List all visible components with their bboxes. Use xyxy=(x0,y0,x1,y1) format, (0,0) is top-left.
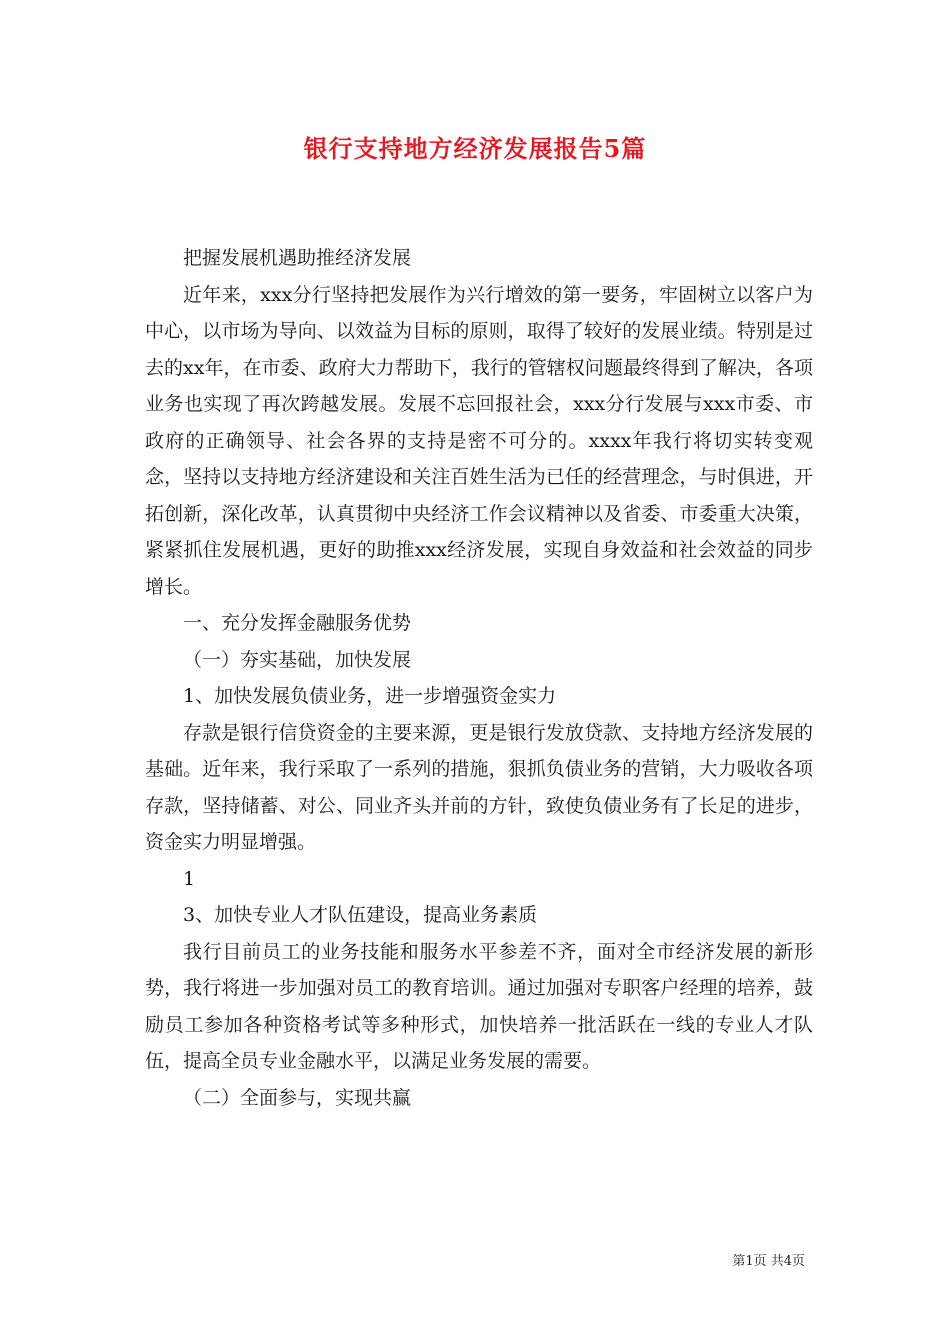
inline-page-number: 1 xyxy=(183,867,196,890)
item-paragraph-3: 我行目前员工的业务技能和服务水平参差不齐，面对全市经济发展的新形势，我行将进一步加强对员工的教育培训。通过加强对专职客户经理的培养，鼓励员工参加各种资格考试等多种形式，加快培养一批活跃在一线的专业人才队伍，提高全员专业金融水平，以满足业务发展的需要。 xyxy=(145,940,813,1072)
subsection-heading-1: （一）夯实基础，加快发展 xyxy=(183,648,412,671)
subsection-heading-2: （二）全面参与，实现共赢 xyxy=(183,1086,412,1109)
item-heading-1: 1、加快发展负债业务，进一步增强资金实力 xyxy=(183,685,557,707)
subtitle: 把握发展机遇助推经济发展 xyxy=(183,247,412,269)
item-heading-3: 3、加快专业人才队伍建设，提高业务素质 xyxy=(183,904,538,926)
document-title: 银行支持地方经济发展报告5篇 xyxy=(303,134,647,163)
document-body xyxy=(145,240,813,1116)
page-footer: 第1页 共4页 xyxy=(732,1254,805,1269)
item-paragraph-1: 存款是银行信贷资金的主要来源，更是银行发放贷款、支持地方经济发展的基础。近年来，我行采取了一系列的措施，狠抓负债业务的营销，大力吸收各项存款，坚持储蓄、对公、同业齐头并前的方针，致使负债业务有了长足的进步，资金实力明显增强。 xyxy=(145,721,813,853)
section-heading-1: 一、充分发挥金融服务优势 xyxy=(183,612,412,634)
intro-paragraph: 近年来，xxx分行坚持把发展作为兴行增效的第一要务，牢固树立以客户为中心，以市场为导向、以效益为目标的原则，取得了较好的发展业绩。特别是过去的xx年，在市委、政府大力帮助下，我行的管辖权问题最终得到了解决，各项业务也实现了再次跨越发展。发展不忘回报社会，xxx分行发展与xxx市委、市政府的正确领导、社会各界的支持是密不可分的。xxxx年我行将切实转变观念，坚持以支持地方经济建设和关注百姓生活为已任的经营理念，与时俱进，开拓创新，深化改革，认真贯彻中央经济工作会议精神以及省委、市委重大决策，紧紧抓住发展机遇，更好的助推xxx经济发展，实现自身效益和社会效益的同步增长。 xyxy=(145,283,813,598)
